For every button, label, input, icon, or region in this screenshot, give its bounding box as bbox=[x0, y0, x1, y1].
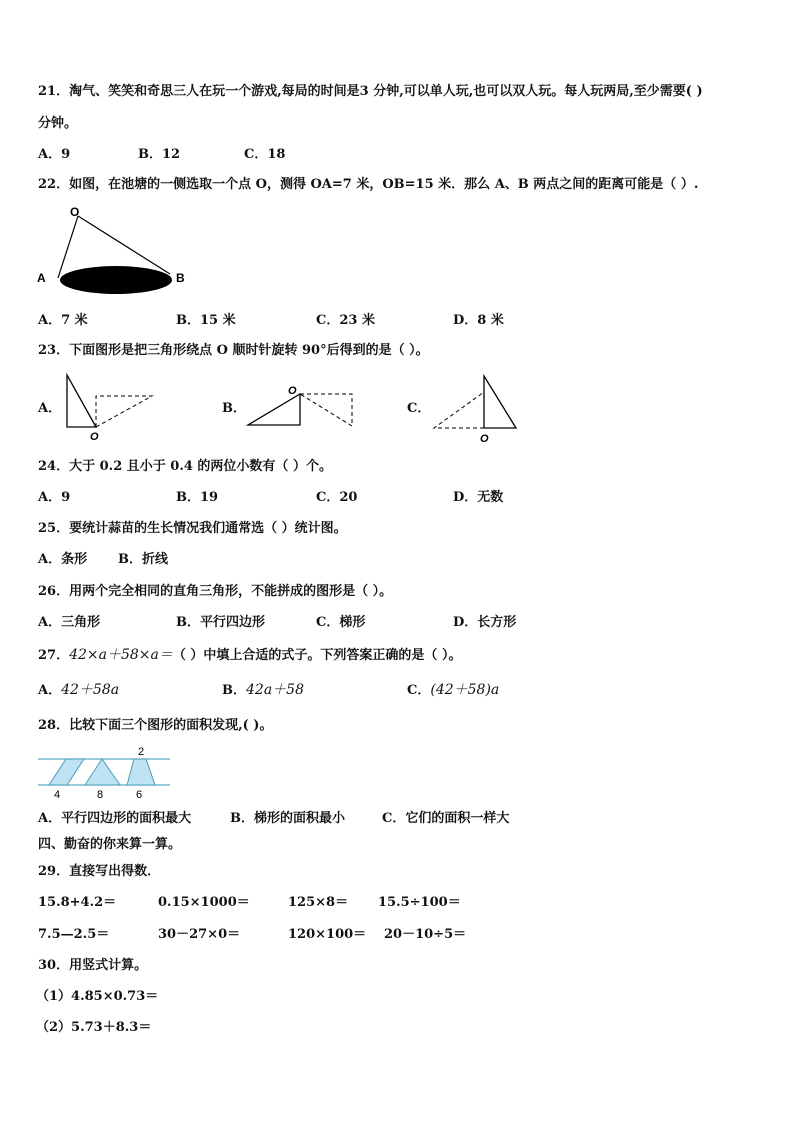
q27-text: （ ）中填上合适的式子。下列答案正确的是（ ）。 bbox=[172, 648, 462, 663]
q24-option-a[interactable]: A．9 bbox=[38, 490, 71, 505]
q23-figure-a bbox=[60, 370, 160, 445]
q24-text: 24．大于 0.2 且小于 0.4 的两位小数有（ ）个。 bbox=[38, 459, 332, 474]
original-triangle bbox=[248, 394, 300, 425]
q22-text: 22．如图，在池塘的一侧选取一个点 O，测得 OA=7 米，OB=15 米．那么 A、B 两点之间的距离可能是（ ）. bbox=[38, 177, 699, 192]
q29-r1-c4: 15.5÷100＝ bbox=[378, 895, 461, 910]
q22-option-b[interactable]: B．15 米 bbox=[176, 313, 236, 328]
q29-r2-c3: 120×100＝ bbox=[288, 927, 367, 942]
q26-option-d[interactable]: D．长方形 bbox=[453, 615, 517, 630]
original-triangle bbox=[67, 375, 96, 427]
q28-shapes-figure bbox=[34, 744, 174, 804]
q29-r1-c3: 125×8＝ bbox=[288, 895, 349, 910]
parallelogram-shape bbox=[49, 759, 84, 785]
q25-option-a[interactable]: A．条形 bbox=[38, 552, 88, 567]
q27-option-c-expr: (42＋58)a bbox=[430, 682, 500, 698]
q23-figure-c bbox=[428, 370, 528, 445]
q29-r1-c1: 15.8+4.2＝ bbox=[38, 895, 117, 910]
q21-option-c[interactable]: C．18 bbox=[244, 147, 286, 162]
q27-option-b[interactable] bbox=[222, 682, 304, 699]
q23-option-a[interactable]: A． bbox=[38, 401, 62, 416]
q27-option-c-label: C． bbox=[407, 683, 431, 698]
label-bottom-4: 4 bbox=[54, 789, 61, 801]
q23-option-c[interactable]: C． bbox=[407, 401, 431, 416]
q26-option-c[interactable]: C．梯形 bbox=[316, 615, 366, 630]
q30-item-2: （2）5.73＋8.3＝ bbox=[36, 1020, 152, 1035]
q21-text-line2: 分钟。 bbox=[38, 116, 78, 131]
q22-option-c[interactable]: C．23 米 bbox=[316, 313, 375, 328]
q27-option-c[interactable] bbox=[407, 682, 499, 699]
q28-text: 28．比较下面三个图形的面积发现,( )。 bbox=[38, 718, 273, 733]
q27-option-b-expr: 42a＋58 bbox=[246, 682, 304, 698]
q29-r1-c2: 0.15×1000＝ bbox=[158, 895, 250, 910]
q26-option-b[interactable]: B．平行四边形 bbox=[176, 615, 265, 630]
q21-option-a[interactable]: A．9 bbox=[38, 147, 71, 162]
q29-r2-c4: 20－10÷5＝ bbox=[384, 927, 467, 942]
q25-text: 25．要统计蒜苗的生长情况我们通常选（ ）统计图。 bbox=[38, 521, 347, 536]
q23-text: 23．下面图形是把三角形绕点 O 顺时针旋转 90°后得到的是（ ）。 bbox=[38, 343, 429, 358]
q22-option-d[interactable]: D．8 米 bbox=[453, 313, 504, 328]
label-top-2: 2 bbox=[138, 746, 145, 758]
q23-figure-b bbox=[242, 380, 362, 435]
q28-option-a[interactable]: A．平行四边形的面积最大 bbox=[38, 811, 192, 826]
q28-option-b[interactable]: B．梯形的面积最小 bbox=[230, 811, 345, 826]
original-triangle bbox=[484, 376, 516, 428]
label-bottom-6: 6 bbox=[136, 789, 143, 801]
q27-number: 27． bbox=[38, 648, 70, 663]
trapezoid-shape bbox=[127, 759, 155, 785]
q29-text: 29．直接写出得数． bbox=[38, 864, 161, 879]
q26-text: 26．用两个完全相同的直角三角形，不能拼成的图形是（ ）。 bbox=[38, 584, 393, 599]
q26-option-a[interactable]: A．三角形 bbox=[38, 615, 101, 630]
pond-shape bbox=[60, 266, 172, 294]
q27-expression: 42×a＋58×a＝ bbox=[69, 647, 173, 663]
q28-option-c[interactable]: C．它们的面积一样大 bbox=[382, 811, 510, 826]
q30-text: 30．用竖式计算。 bbox=[38, 958, 148, 973]
q27-option-a-expr: 42＋58a bbox=[61, 682, 120, 698]
q24-option-b[interactable]: B．19 bbox=[176, 490, 219, 505]
q22-option-a[interactable]: A．7 米 bbox=[38, 313, 88, 328]
q25-option-b[interactable]: B．折线 bbox=[118, 552, 168, 567]
q22-pond-figure bbox=[30, 202, 200, 302]
label-o: O bbox=[70, 205, 80, 219]
line-ob bbox=[78, 216, 170, 274]
q30-item-1: （1）4.85×0.73＝ bbox=[36, 989, 159, 1004]
q23-option-b[interactable]: B． bbox=[222, 401, 246, 416]
q21-option-b[interactable]: B．12 bbox=[138, 147, 181, 162]
q21-text-line1: 21．淘气、笑笑和奇思三人在玩一个游戏,每局的时间是3 分钟,可以单人玩,也可以双人玩。每人玩两局,至少需要( ) bbox=[38, 84, 703, 99]
q24-option-c[interactable]: C．20 bbox=[316, 490, 358, 505]
line-oa bbox=[58, 216, 78, 278]
q27-line bbox=[38, 647, 461, 664]
rotated-triangle bbox=[300, 394, 352, 426]
q24-option-d[interactable]: D．无数 bbox=[453, 490, 504, 505]
rotated-triangle bbox=[434, 392, 484, 428]
section-4-heading: 四、勤奋的你来算一算。 bbox=[38, 837, 182, 852]
label-bottom-8: 8 bbox=[97, 789, 104, 801]
q27-option-b-label: B． bbox=[222, 683, 246, 698]
label-b: B bbox=[176, 271, 185, 285]
triangle-shape bbox=[85, 759, 120, 785]
point-o-label: O bbox=[90, 431, 99, 443]
point-o-label: O bbox=[480, 433, 489, 445]
q29-r2-c1: 7.5—2.5＝ bbox=[38, 927, 110, 942]
label-a: A bbox=[37, 271, 46, 285]
rotated-triangle bbox=[96, 396, 152, 427]
point-o-label: O bbox=[288, 385, 297, 397]
q27-option-a[interactable] bbox=[38, 682, 119, 699]
q29-r2-c2: 30－27×0＝ bbox=[158, 927, 241, 942]
q27-option-a-label: A． bbox=[38, 683, 62, 698]
